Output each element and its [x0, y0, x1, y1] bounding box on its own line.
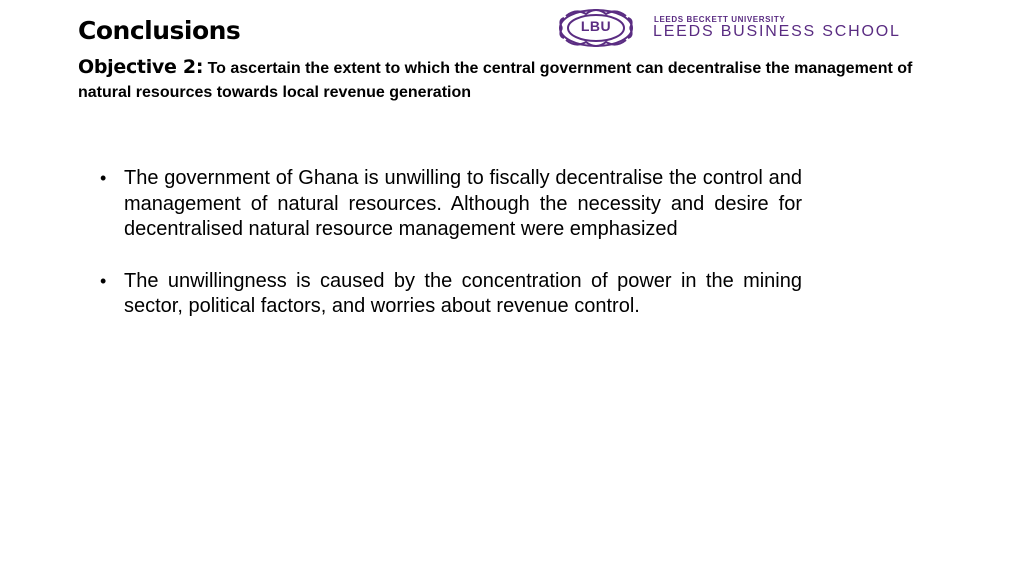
logo-school-name: LEEDS BUSINESS SCHOOL — [653, 23, 901, 40]
bullet-text: The unwillingness is caused by the concentration of power in the mining sector, political factors, and worries about revenue control. — [124, 269, 802, 317]
slide-title: Conclusions — [78, 16, 241, 45]
bullet-item — [100, 166, 802, 243]
bullet-marker: • — [100, 270, 107, 291]
logo-university-name: LEEDS BECKETT UNIVERSITY — [654, 15, 786, 24]
bullet-text: The government of Ghana is unwilling to fiscally decentralise the control and management of natural resources. Although the necessity and desire for decentralised natural resource management were emphasized — [124, 167, 802, 240]
leeds-business-school-logo — [556, 6, 956, 50]
logo-emblem-text: LBU — [580, 18, 612, 34]
bullet-list — [100, 166, 802, 346]
objective-text: To ascertain the extent to which the central government can decentralise the management of natural resources towards local revenue generation — [78, 60, 913, 101]
objective-heading — [78, 55, 958, 105]
bullet-marker: • — [100, 168, 107, 188]
objective-label: Objective 2: — [78, 56, 204, 78]
bullet-item — [100, 269, 802, 320]
